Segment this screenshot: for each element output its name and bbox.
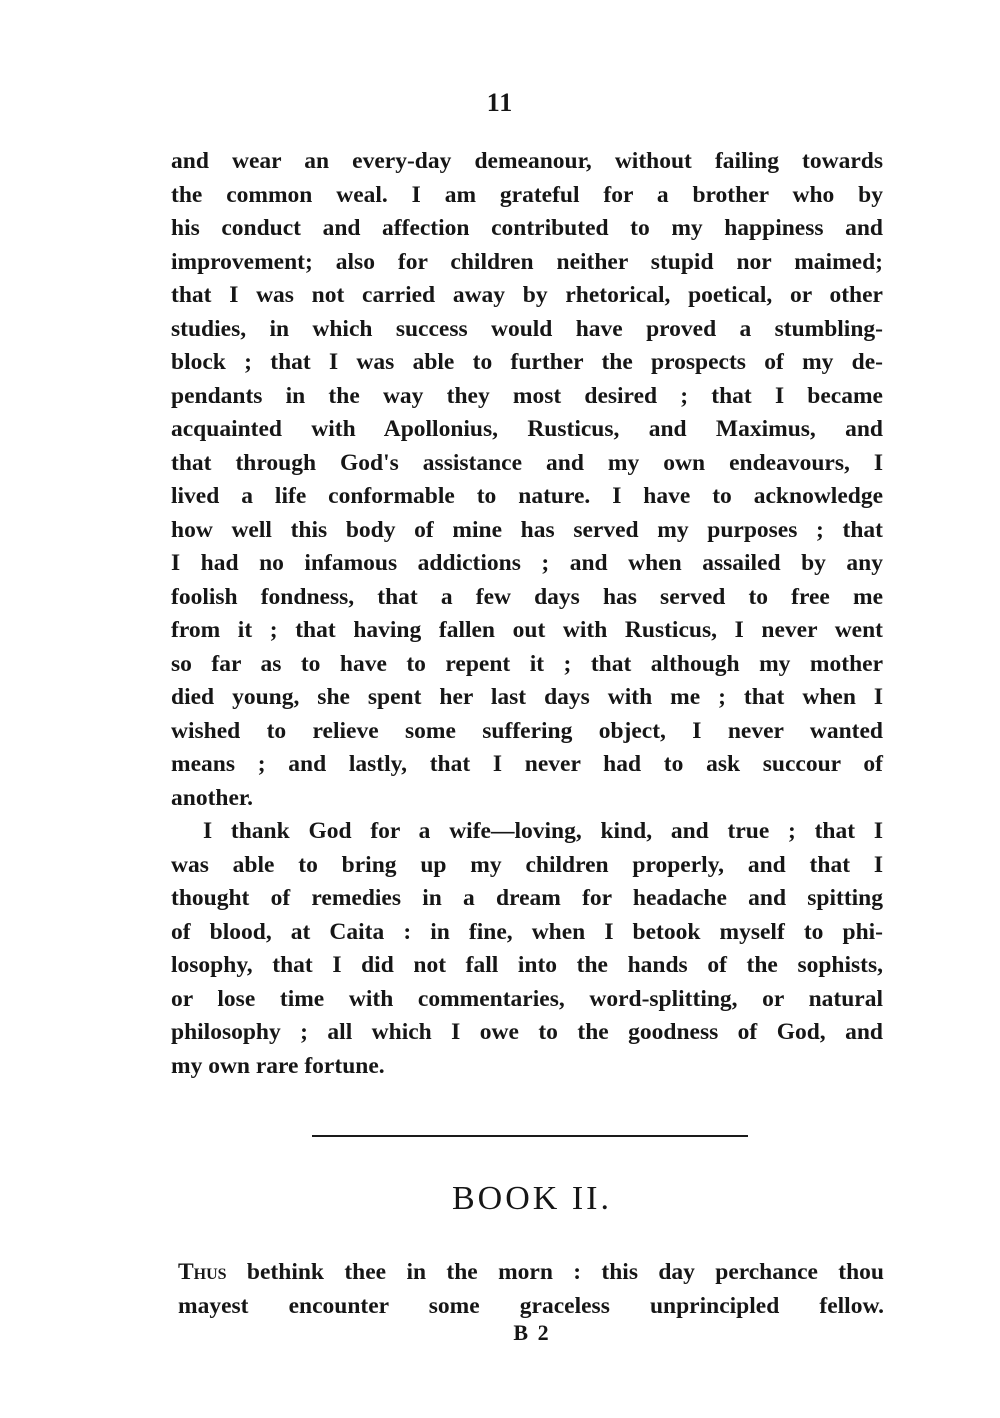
text-line: wished to relieve some suffering object, I never wanted: [171, 717, 883, 744]
page-number: 11: [486, 88, 514, 117]
text-line: from it ; that having fallen out with Rusticus, I never went: [171, 617, 883, 643]
text-line: my own rare fortune.: [171, 1052, 385, 1079]
text-line: lived a life conformable to nature. I have to acknowledge: [171, 483, 883, 509]
text-line: losophy, that I did not fall into the hands of the sophists,: [171, 952, 883, 978]
text-line: was able to bring up my children properly, and that I: [171, 851, 883, 878]
text-line: so far as to have to repent it ; that although my mother: [171, 650, 883, 677]
text-line: his conduct and affection contributed to my happiness and: [171, 215, 883, 241]
text-line: means ; and lastly, that I never had to ask succour of: [171, 751, 883, 777]
text-line: acquainted with Apollonius, Rusticus, and Maximus, and: [171, 416, 883, 442]
text-line: studies, in which success would have proved a stumbling-: [171, 315, 883, 342]
text-line: pendants in the way they most desired ; that I became: [171, 382, 883, 409]
text-line: that I was not carried away by rhetorical, poetical, or other: [171, 282, 883, 308]
text-line: or lose time with commentaries, word-splitting, or natural: [171, 985, 883, 1012]
text-line: another.: [171, 784, 254, 811]
text-line: I thank God for a wife—loving, kind, and true ; that I: [203, 818, 883, 844]
text-line: philosophy ; all which I owe to the goodness of God, and: [171, 1019, 883, 1045]
text-line: died young, she spent her last days with me ; that when I: [171, 684, 883, 710]
text-line: the common weal. I am grateful for a brother who by: [171, 181, 883, 208]
text-line: [178, 1256, 884, 1290]
text-line: that through God's assistance and my own endeavours, I: [171, 449, 883, 476]
text-line: how well this body of mine has served my purposes ; that: [171, 516, 883, 543]
text-line: I had no infamous addictions ; and when assailed by any: [171, 550, 883, 576]
book-heading: BOOK II.: [452, 1180, 612, 1217]
text-line: improvement; also for children neither stupid nor maimed;: [171, 248, 883, 275]
text-line: thought of remedies in a dream for headache and spitting: [171, 885, 883, 911]
text-line-rest: bethink thee in the morn : this day perchance thou: [226, 1259, 884, 1285]
signature-mark: B 2: [513, 1320, 551, 1345]
text-line: of blood, at Caita : in fine, when I betook myself to phi-: [171, 918, 883, 945]
section-divider: [312, 1135, 748, 1137]
body-text: [171, 145, 883, 1083]
text-line: and wear an every-day demeanour, without failing towards: [171, 148, 883, 174]
text-line: foolish fondness, that a few days has served to free me: [171, 583, 883, 610]
book-2-text: [178, 1256, 884, 1323]
text-line: block ; that I was able to further the prospects of my de-: [171, 349, 883, 375]
text-line: mayest encounter some graceless unprincipled fellow.: [178, 1292, 884, 1319]
opening-word: Thus: [178, 1259, 227, 1285]
